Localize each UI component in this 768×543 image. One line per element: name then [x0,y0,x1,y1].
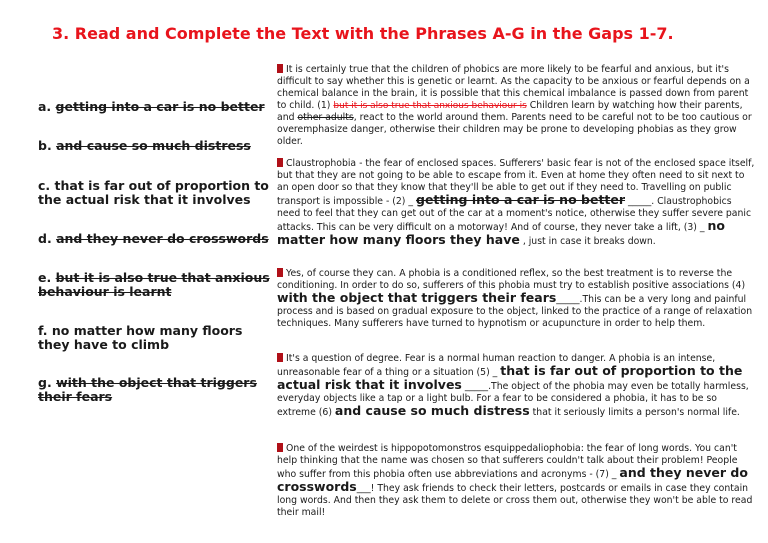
gap-answer-4: with the object that triggers their fears [277,290,557,305]
phrase-text: that is far out of proportion to the actual risk that it involves [38,178,269,207]
gap-answer-2: getting into a car is no better [416,192,626,207]
phrase-c [38,179,270,207]
phrase-letter: d. [38,231,52,246]
phrase-letter: c. [38,178,51,193]
paragraph-marker [277,353,283,362]
paragraph-text: , just in case it breaks down. [519,236,656,247]
paragraph-text: It's a question of degree. Fear is a normal human reaction to danger. A phobia is an intense, unreasonable fear of a thing or a situation (5) _ [277,353,716,378]
paragraph-text: It is certainly true that the children of phobics are more likely to be fearful and anxious, but it's difficult to say whether this is genetic or learnt. As the capacity to be anxious or fearful depends on a chemical balance in the brain, it is possible that this chemical imbalance is passed down from parent to child. (1) [277,64,750,111]
phrase-letter: a. [38,99,52,114]
paragraph-text: ___! They ask friends to check their letters, postcards or emails in case they contain long words. And then they ask them to delete or cross them out, otherwise they won't be able to read their mail! [277,483,753,518]
paragraph-1 [277,64,755,148]
paragraph-text: Claustrophobia - the fear of enclosed spaces. Sufferers' basic fear is not of the enclosed space itself, but that they are not going to be able to escape from it. Even at home they often need to sit next to an open door so that they know that they'll be able to get out if they need to. Travelling on public transport is impossible - (2) _ [277,158,755,207]
paragraph-text: that it seriously limits a person's normal life. [529,407,740,418]
gap-answer-6: and cause so much distress [334,403,530,418]
phrase-f [38,324,270,352]
paragraph-marker [277,158,283,167]
paragraph-text: _____. Claustrophobics need to feel that they can get out of the car at a moment's notice, otherwise they suffer severe panic attacks. This can be very difficult on a motorway! And of course, they never take a lift, (3) _ [277,196,752,233]
paragraph-text: Yes, of course they can. A phobia is a conditioned reflex, so the best treatment is to reverse the conditioning. In order to do so, sufferers of this phobia must try to establish positive associations (4) [277,268,746,291]
phrase-text: no matter how many floors they have to climb [38,323,243,352]
phrase-text: and they never do crosswords [56,231,269,246]
phrase-letter: b. [38,138,52,153]
paragraph-text: , react to the world around them. Parents need to be careful not to be too cautious or overemphasize danger, otherwise their children may be prone to developing phobias as they grow older. [277,112,752,147]
phrase-text: and cause so much distress [56,138,251,153]
page-title: 3. Read and Complete the Text with the Phrases A-G in the Gaps 1-7. [52,24,674,43]
paragraph-5 [277,443,755,519]
phrase-d [38,232,270,246]
phrase-letter: g. [38,375,52,390]
paragraph-text: One of the weirdest is hippopotomonstros esquippedaliophobia: the fear of long words. You can't help thinking that the name was chosen so that sufferers couldn't talk about their problem! People who suffer from this phobia often use abbreviations and acronyms - (7) _ [277,443,738,480]
struck-text: other adults [297,112,354,123]
phrase-text: with the object that triggers their fears [38,375,257,404]
phrase-letter: e. [38,270,52,285]
paragraph-marker [277,443,283,452]
phrase-text: but it is also true that anxious behaviour is learnt [38,270,270,299]
paragraph-2 [277,158,755,248]
paragraph-marker [277,64,283,73]
paragraph-3 [277,268,755,330]
paragraph-text: _____.The object of the phobia may even be totally harmless, everyday objects like a tap or a light bulb. For a fear to be considered a phobia, it has to be so extreme (6) [277,381,749,418]
paragraph-marker [277,268,283,277]
paragraph-4 [277,353,755,419]
gap-answer-7: and they never do crosswords [277,465,748,494]
phrase-text: getting into a car is no better [55,99,265,114]
phrase-letter: f. [38,323,48,338]
phrase-a [38,100,270,114]
paragraph-text: Children learn by watching how their parents, and [277,100,743,123]
phrase-b [38,139,270,153]
gap-answer-5: that is far out of proportion to the actual risk that it involves [277,363,743,392]
phrase-g [38,376,270,404]
gap-answer-3: no matter how many floors they have [277,218,725,247]
paragraph-text: _____.This can be a very long and painful process and is based on gradual exposure to the object, linked to the practice of a range of relaxation techniques. Many sufferers have turned to hypnotism or acupuncture in order to help them. [277,294,753,329]
inserted-answer: but it is also true that anxious behaviour is [333,101,527,111]
phrase-e [38,271,270,299]
